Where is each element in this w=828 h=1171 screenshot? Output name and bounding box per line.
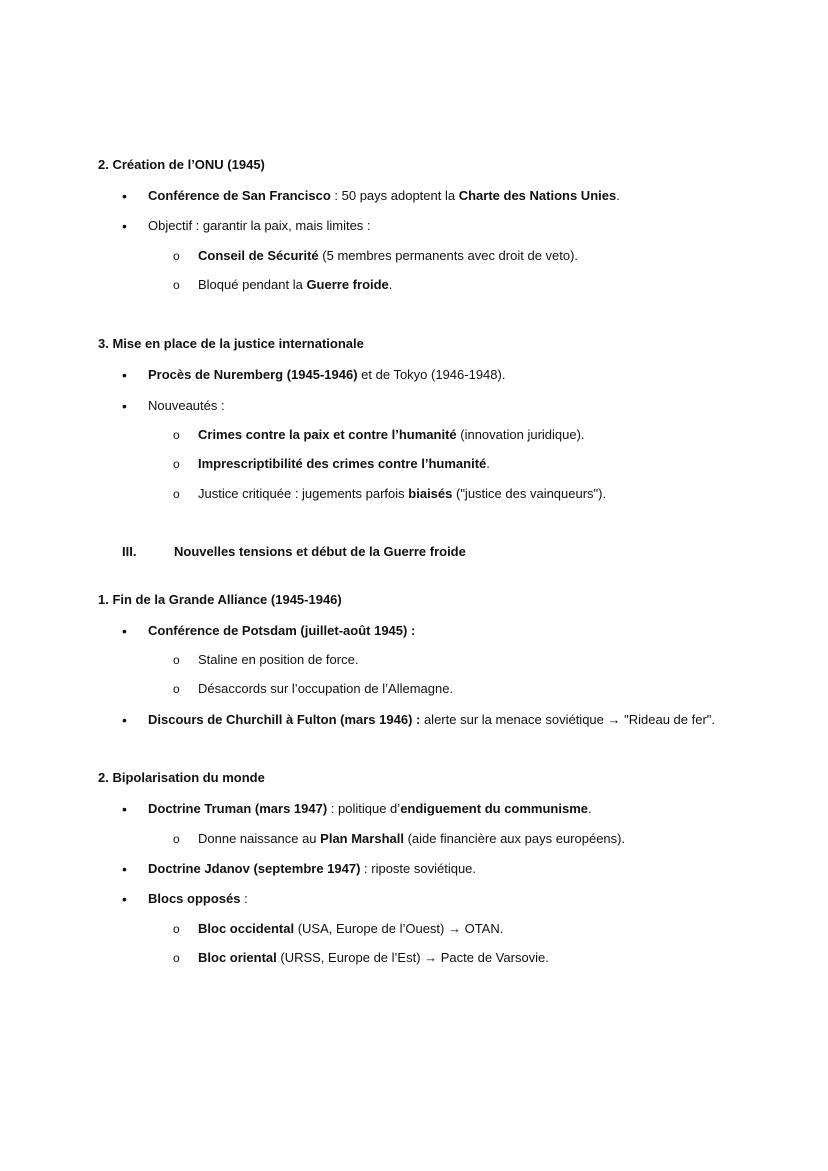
text: : politique d’ [327, 801, 401, 816]
text: (aide financière aux pays européens). [403, 831, 626, 846]
bold-text: Charte des Nations Unies [458, 188, 617, 203]
text: et de Tokyo (1946-1948). [357, 367, 506, 382]
bold-text: Conférence de Potsdam (juillet-août 1945) : [148, 623, 416, 638]
sub-list-item [173, 427, 585, 443]
sub-list-item [173, 248, 579, 264]
circle-marker: o [173, 278, 180, 292]
bold-text: Imprescriptibilité des crimes contre l’humanité [198, 456, 487, 471]
text: : 50 pays adoptent la [330, 188, 459, 203]
list-item [122, 367, 506, 383]
bold-text: Blocs opposés [148, 891, 241, 906]
bullet-marker: • [122, 367, 127, 383]
sub-list-item [173, 921, 504, 937]
sub-list-item [173, 486, 607, 502]
bold-text: Doctrine Truman (mars 1947) [148, 801, 328, 816]
text: Désaccords sur l’occupation de l’Allemagne. [198, 681, 454, 696]
bullet-marker: • [122, 712, 127, 728]
circle-marker: o [173, 428, 180, 442]
text: (innovation juridique). [456, 427, 585, 442]
sub-list-item [173, 277, 393, 293]
sub-list-item [173, 831, 626, 847]
list-item [122, 218, 371, 234]
roman-numeral: III. [122, 544, 137, 559]
bullet-marker: • [122, 623, 127, 639]
bold-text: Plan Marshall [320, 831, 404, 846]
sub-list-item [173, 652, 359, 668]
section-heading-onu: 2. Création de l’ONU (1945) [98, 157, 265, 172]
text: Nouveautés : [148, 398, 225, 413]
text: (5 membres permanents avec droit de veto). [318, 248, 579, 263]
bold-text: endiguement du communisme [400, 801, 588, 816]
sub-list-item [173, 950, 549, 966]
bold-text: Procès de Nuremberg (1945-1946) [148, 367, 358, 382]
list-item [122, 188, 620, 204]
text: . [486, 456, 490, 471]
sub-list-item [173, 456, 490, 472]
bold-text: Conférence de San Francisco [148, 188, 331, 203]
circle-marker: o [173, 682, 180, 696]
text: Objectif : garantir la paix, mais limites : [148, 218, 371, 233]
list-item [122, 801, 592, 817]
bold-text: biaisés [408, 486, 453, 501]
circle-marker: o [173, 457, 180, 471]
circle-marker: o [173, 487, 180, 501]
bold-text: Bloc oriental [198, 950, 277, 965]
bold-text: Guerre froide [306, 277, 389, 292]
text: Justice critiquée : jugements parfois [198, 486, 409, 501]
part-title: Nouvelles tensions et début de la Guerre froide [174, 544, 466, 559]
section-heading-justice: 3. Mise en place de la justice internationale [98, 336, 364, 351]
bullet-marker: • [122, 801, 127, 817]
bullet-marker: • [122, 188, 127, 204]
text: . [616, 188, 620, 203]
list-item [122, 861, 477, 877]
bold-text: Doctrine Jdanov (septembre 1947) [148, 861, 361, 876]
text: (URSS, Europe de l’Est) → Pacte de Varsovie. [276, 950, 549, 965]
bullet-marker: • [122, 218, 127, 234]
text: Staline en position de force. [198, 652, 359, 667]
circle-marker: o [173, 653, 180, 667]
section-heading-grande-alliance: 1. Fin de la Grande Alliance (1945-1946) [98, 592, 342, 607]
text: ("justice des vainqueurs"). [452, 486, 607, 501]
text: : [240, 891, 248, 906]
section-heading-bipolarisation: 2. Bipolarisation du monde [98, 770, 265, 785]
bold-text: Bloc occidental [198, 921, 295, 936]
list-item [122, 712, 716, 728]
list-item [122, 891, 248, 907]
circle-marker: o [173, 832, 180, 846]
list-item [122, 623, 416, 639]
text: Donne naissance au [198, 831, 321, 846]
text: . [388, 277, 393, 292]
circle-marker: o [173, 922, 180, 936]
text: alerte sur la menace soviétique → "Rideau de fer". [420, 712, 716, 727]
list-item [122, 398, 225, 414]
text: (USA, Europe de l’Ouest) → OTAN. [294, 921, 504, 936]
circle-marker: o [173, 249, 180, 263]
bold-text: Discours de Churchill à Fulton (mars 1946) : [148, 712, 421, 727]
text: Bloqué pendant la [198, 277, 307, 292]
part-heading [122, 544, 466, 560]
text: . [588, 801, 592, 816]
circle-marker: o [173, 951, 180, 965]
sub-list-item [173, 681, 454, 697]
bold-text: Crimes contre la paix et contre l’humanité [198, 427, 457, 442]
bullet-marker: • [122, 861, 127, 877]
bold-text: Conseil de Sécurité [198, 248, 319, 263]
text: : riposte soviétique. [360, 861, 477, 876]
bullet-marker: • [122, 891, 127, 907]
bullet-marker: • [122, 398, 127, 414]
